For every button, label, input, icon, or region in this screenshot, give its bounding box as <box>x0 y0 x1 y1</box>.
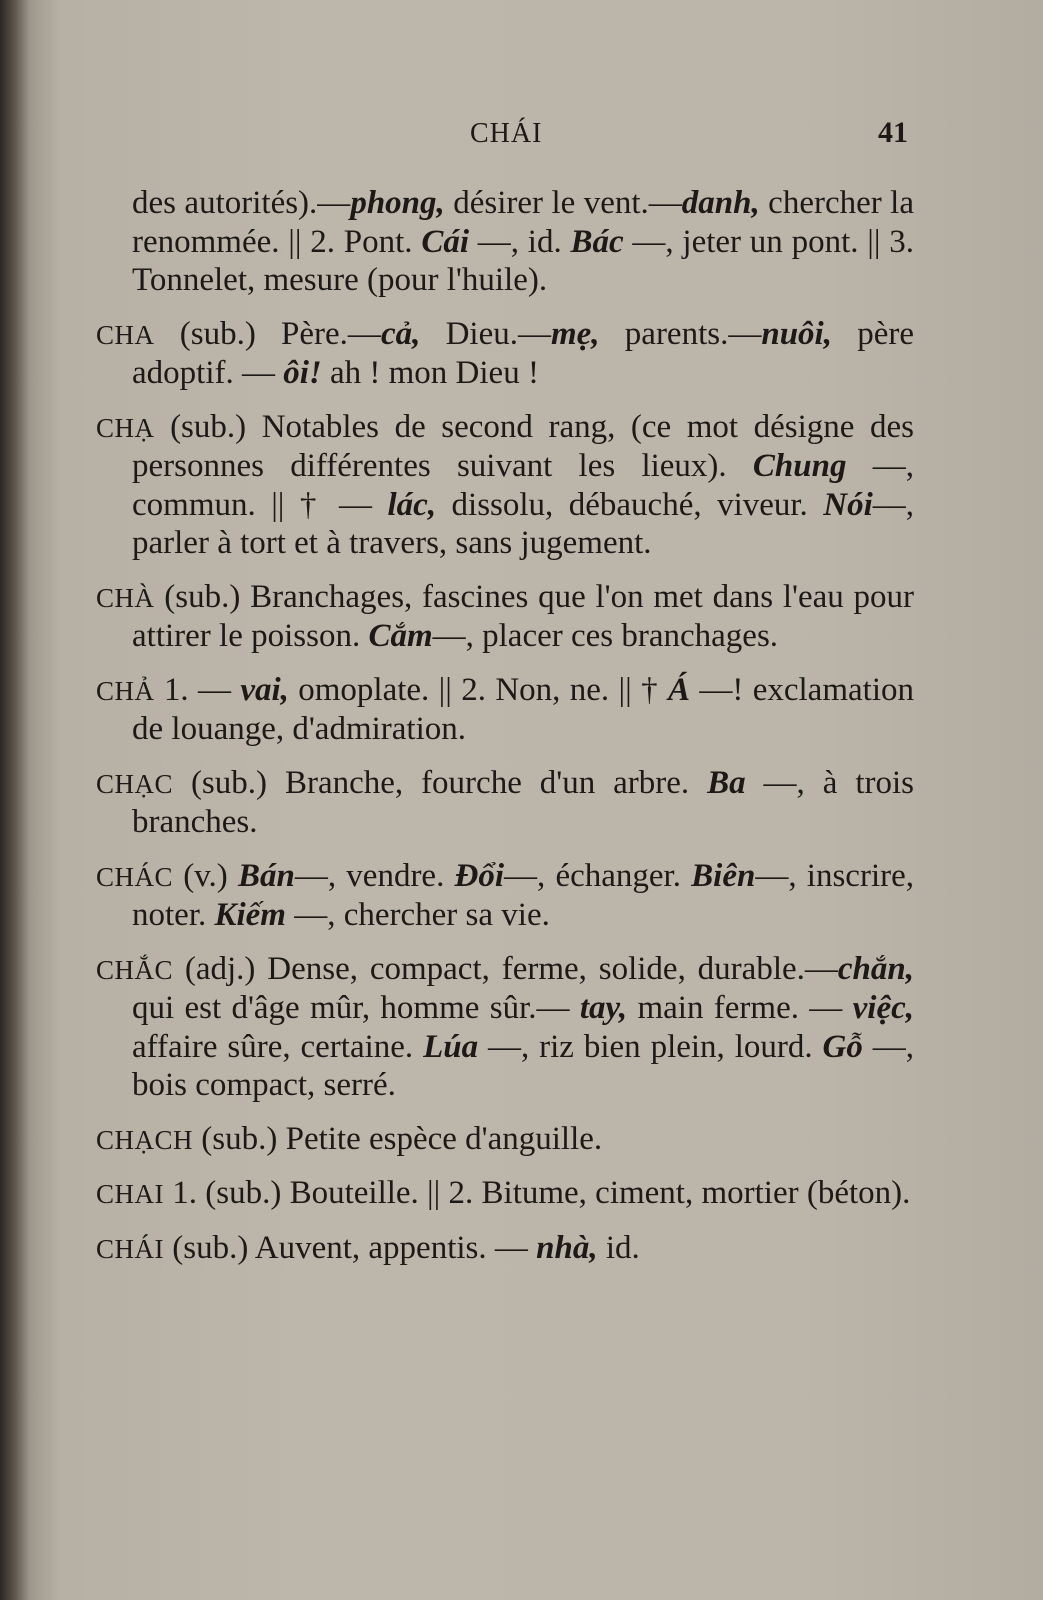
headword: CHẠ <box>96 412 155 443</box>
entry-cha-grave: CHÀ (sub.) Branchages, fascines que l'on met dans l'eau pour attirer le poisson. Cắm—, placer ces branchages. <box>96 578 914 654</box>
running-head: CHÁI <box>470 118 543 149</box>
headword: CHÀ <box>96 582 155 613</box>
entry-cha-dot: CHẠ (sub.) Notables de second rang, (ce mot désigne des personnes différentes suivant les lieux). Chung —, commun. || † — lác, dissolu, débauché, viveur. Nói—, parler à tort et à travers, sans jugement. <box>96 408 915 561</box>
headword: CHẢ <box>96 675 155 706</box>
entry-chai: CHAI 1. (sub.) Bouteille. || 2. Bitume, ciment, mortier (béton). <box>96 1175 911 1211</box>
headword: CHA <box>96 319 155 350</box>
headword: CHẠC <box>96 768 174 799</box>
headword: CHAI <box>96 1179 164 1209</box>
entry-continuation: des autorités).—phong, désirer le vent.—danh, chercher la renommée. || 2. Pont. Cái —, id. Bác —, jeter un pont. || 3. Tonnelet, mesure (pour l'huile). <box>132 185 914 298</box>
entry-cha: CHA (sub.) Père.—cả, Dieu.—mẹ, parents.—nuôi, père adoptif. — ôi! ah ! mon Dieu ! <box>96 315 914 391</box>
entry-chach: CHẠCH (sub.) Petite espèce d'anguille. <box>96 1120 603 1157</box>
entry-chac-breve: CHẮC (adj.) Dense, compact, ferme, solide, durable.—chắn, qui est d'âge mûr, homme sûr.— tay, main ferme. — việc, affaire sûre, certaine. Lúa —, riz bien plein, lourd. Gỗ —, bois compact, serré. <box>96 950 915 1103</box>
entry-chac-acute: CHÁC (v.) Bán—, vendre. Đổi—, échanger. Biên—, inscrire, noter. Kiếm —, chercher sa vie. <box>96 857 914 933</box>
headword: CHẠCH <box>96 1124 194 1155</box>
entry-cha-hook: CHẢ 1. — vai, omoplate. || 2. Non, ne. || † Á —! exclamation de louange, d'admiration. <box>96 671 914 747</box>
page-number: 41 <box>878 116 908 149</box>
entry-chac-dot: CHẠC (sub.) Branche, fourche d'un arbre. Ba —, à trois branches. <box>96 764 914 840</box>
entry-chai-acute: CHÁI (sub.) Auvent, appentis. — nhà, id. <box>96 1229 640 1266</box>
dictionary-column <box>96 184 914 1283</box>
headword: CHẮC <box>96 954 174 985</box>
headword: CHÁC <box>96 861 174 892</box>
headword: CHÁI <box>96 1233 164 1264</box>
